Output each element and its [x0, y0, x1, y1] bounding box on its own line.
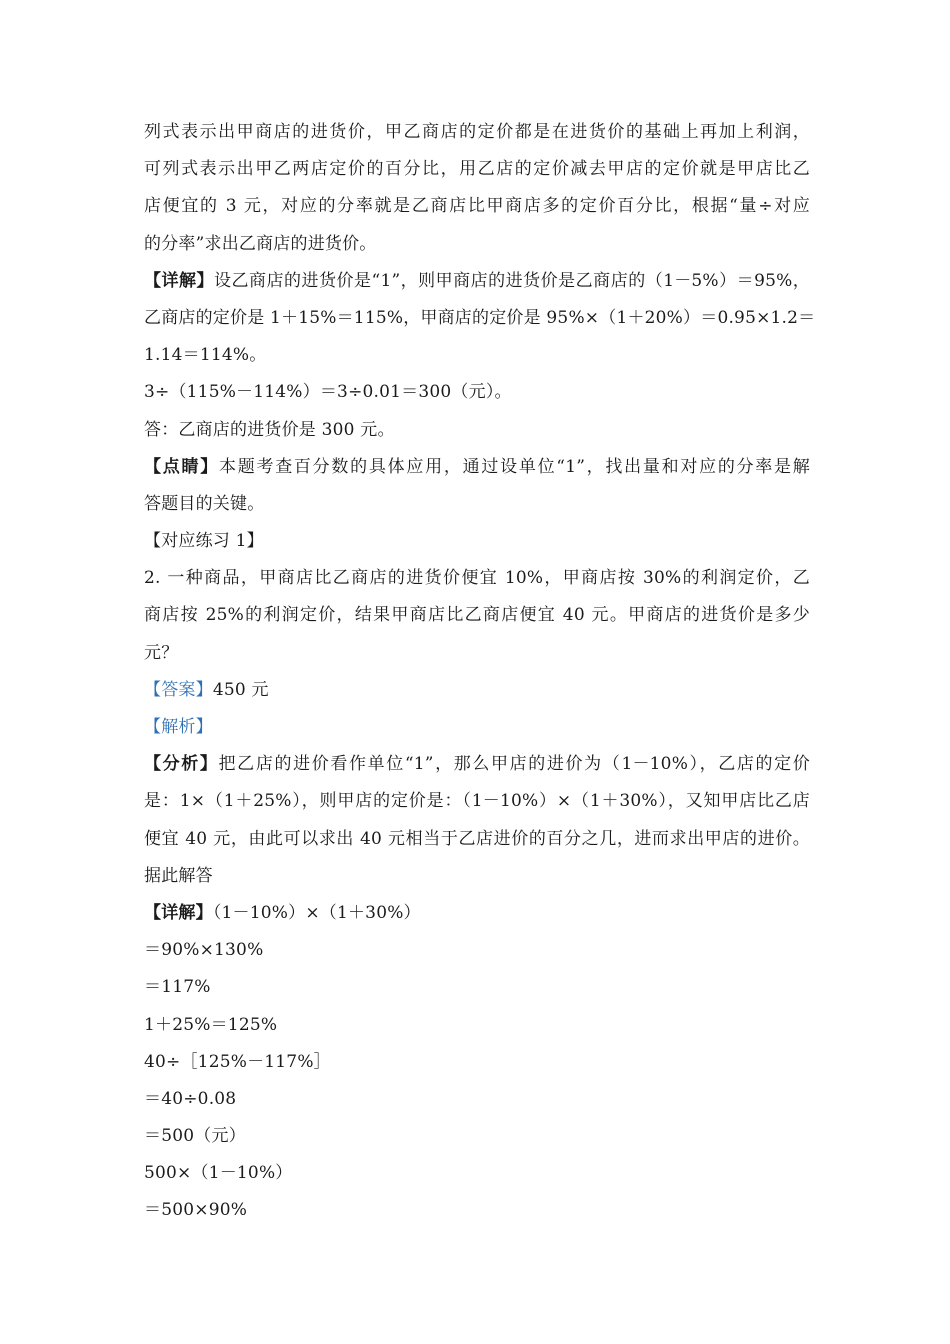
detail2-step: 1＋25%＝125% — [144, 1014, 278, 1035]
detail2-step: 40÷［125%－117%］ — [144, 1051, 331, 1072]
detail2-step: ＝500×90% — [144, 1200, 248, 1221]
analysis2-line-2: 是：1×（1＋25%），则甲店的定价是：（1－10%）×（1＋30%），又知甲店比乙店 — [144, 791, 810, 812]
detail1-line-2: 乙商店的定价是 1＋15%＝115%，甲商店的定价是 95%×（1＋20%）＝0.95×1.2＝ — [144, 307, 816, 328]
detail2-first: （1－10%）×（1＋30%） — [212, 902, 421, 923]
analysis2-tag: 【分析】 — [144, 754, 219, 775]
analysis-line-4: 的分率”求出乙商店的进货价。 — [144, 233, 377, 254]
detail1-line-3: 1.14＝114%。 — [144, 345, 267, 366]
document-page — [144, 114, 816, 1230]
answer-value: 450 元 — [212, 679, 269, 700]
comment-text-1: 本题考查百分数的具体应用，通过设单位“1”，找出量和对应的分率是解 — [218, 456, 810, 477]
analysis2-text-1: 把乙店的进价看作单位“1”，那么甲店的进价为（1－10%），乙店的定价 — [218, 754, 810, 775]
answer-line — [144, 672, 810, 709]
detail2-step: ＝40÷0.08 — [144, 1088, 237, 1109]
analysis2-line-1 — [144, 746, 810, 783]
comment-line-2: 答题目的关键。 — [144, 493, 265, 514]
detail2-tag: 【详解】 — [144, 902, 213, 923]
question2-line-1: 2. 一种商品，甲商店比乙商店的进货价便宜 10%，甲商店按 30%的利润定价，乙 — [144, 568, 810, 589]
analysis-line-2: 可列式表示出甲乙两店定价的百分比，用乙店的定价减去甲店的定价就是甲店比乙 — [144, 159, 810, 180]
detail2-step: ＝90%×130% — [144, 940, 264, 961]
detail1-line-4: 3÷（115%－114%）＝3÷0.01＝300（元）。 — [144, 382, 512, 403]
detail1-tag: 【详解】 — [144, 270, 215, 291]
analysis-line-3: 店便宜的 3 元，对应的分率就是乙商店比甲商店多的定价百分比，根据“量÷对应 — [144, 196, 810, 217]
question2-line-3: 元？ — [144, 642, 179, 663]
comment-line-1 — [144, 449, 810, 486]
answer-tag: 【答案】 — [144, 679, 213, 700]
detail2-step: ＝117% — [144, 977, 211, 998]
analysis2-line-3: 便宜 40 元，由此可以求出 40 元相当于乙店进价的百分之几，进而求出甲店的进价。 — [144, 828, 810, 849]
practice-heading: 【对应练习 1】 — [144, 531, 264, 552]
solution-tag: 【解析】 — [144, 717, 213, 737]
comment-tag: 【点睛】 — [144, 456, 219, 477]
detail2-line-1 — [144, 895, 810, 932]
question2-line-2: 商店按 25%的利润定价，结果甲商店比乙商店便宜 40 元。甲商店的进货价是多少 — [144, 605, 810, 626]
detail2-step: 500×（1－10%） — [144, 1163, 293, 1184]
detail1-answer-line: 答：乙商店的进货价是 300 元。 — [144, 419, 395, 440]
analysis-line-1: 列式表示出甲商店的进货价，甲乙商店的定价都是在进货价的基础上再加上利润， — [144, 122, 810, 142]
detail2-step: ＝500（元） — [144, 1126, 246, 1147]
detail1-text-1: 设乙商店的进货价是“1”，则甲商店的进货价是乙商店的（1－5%）＝95%， — [214, 270, 810, 291]
detail1-line-1 — [144, 263, 810, 300]
analysis2-line-4: 据此解答 — [144, 865, 213, 886]
